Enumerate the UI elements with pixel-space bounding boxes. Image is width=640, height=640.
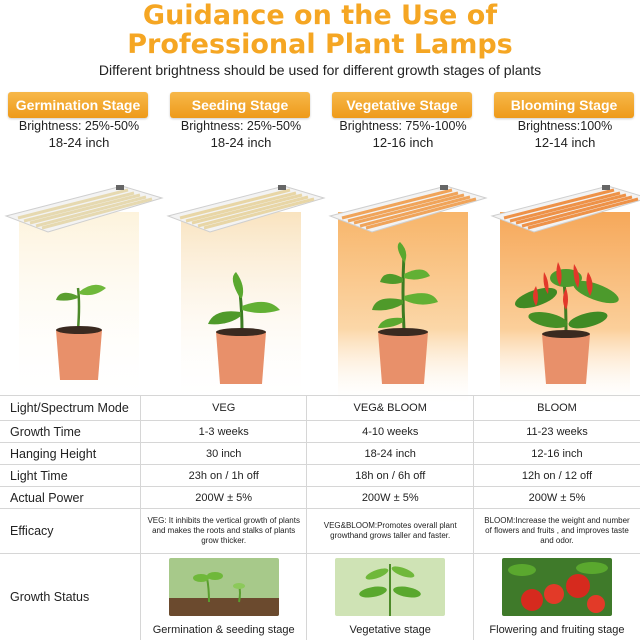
page-subtitle: Different brightness should be used for different growth stages of plants — [98, 62, 542, 78]
grow-lamp-icon — [166, 176, 326, 236]
growth-caption: Vegetative stage — [349, 623, 431, 636]
pepper-plant-pot-icon — [500, 242, 640, 392]
table-cell: 4-10 weeks — [307, 421, 474, 443]
vegetative-photo — [335, 558, 445, 616]
stage-badge: Vegetative Stage — [332, 92, 472, 118]
table-cell: VEG& BLOOM — [307, 396, 474, 421]
comparison-table — [0, 395, 640, 640]
table-row-efficacy — [0, 509, 640, 554]
stage-blooming — [490, 92, 640, 392]
stage-badge: Seeding Stage — [170, 92, 310, 118]
growth-caption: Flowering and fruiting stage — [489, 623, 625, 636]
row-label: Growth Time — [0, 421, 140, 443]
table-row — [0, 396, 640, 421]
grow-lamp-icon — [490, 176, 640, 236]
vegetative-plant-pot-icon — [338, 242, 478, 392]
stage-vegetative — [328, 92, 486, 392]
efficacy-text: BLOOM:Increase the weight and number of flowers and fruits , and improves taste and odor. — [473, 509, 640, 554]
row-label: Efficacy — [0, 509, 140, 554]
row-label: Light/Spectrum Mode — [0, 396, 140, 421]
table-row — [0, 465, 640, 487]
stage-seeding — [166, 92, 324, 392]
table-row — [0, 421, 640, 443]
table-cell: 1-3 weeks — [140, 421, 307, 443]
tomato-photo — [502, 558, 612, 616]
stage-distance: 18-24 inch — [210, 135, 272, 150]
table-cell: 30 inch — [140, 443, 307, 465]
table-row — [0, 443, 640, 465]
stage-distance: 12-14 inch — [534, 135, 596, 150]
seedling-pot-icon — [14, 242, 154, 392]
row-label: Actual Power — [0, 487, 140, 509]
seedling-photo — [169, 558, 279, 616]
table-row — [0, 487, 640, 509]
table-cell: 12-16 inch — [473, 443, 640, 465]
row-label: Light Time — [0, 465, 140, 487]
page-title: Guidance on the Use of — [142, 0, 498, 31]
stage-distance: 18-24 inch — [48, 135, 110, 150]
table-cell: 23h on / 1h off — [140, 465, 307, 487]
seedling-pot-icon — [176, 242, 316, 392]
page-title-line2: Professional Plant Lamps — [127, 29, 513, 60]
growth-status-cell — [473, 554, 640, 640]
efficacy-text: VEG&BLOOM:Promotes overall plant growthand grows taller and faster. — [307, 509, 474, 554]
table-cell: 18h on / 6h off — [307, 465, 474, 487]
grow-lamp-icon — [328, 176, 488, 236]
growth-status-cell — [140, 554, 307, 640]
table-cell: 12h on / 12 off — [473, 465, 640, 487]
table-cell: 200W ± 5% — [140, 487, 307, 509]
stage-germination — [4, 92, 162, 392]
stage-distance: 12-16 inch — [372, 135, 434, 150]
stage-badge: Germination Stage — [8, 92, 148, 118]
table-cell: VEG — [140, 396, 307, 421]
growth-caption: Germination & seeding stage — [152, 623, 295, 636]
stage-badge: Blooming Stage — [494, 92, 634, 118]
stage-brightness: Brightness: 25%-50% — [180, 119, 302, 133]
table-cell: 11-23 weeks — [473, 421, 640, 443]
table-cell: BLOOM — [473, 396, 640, 421]
growth-status-cell — [307, 554, 474, 640]
row-label: Growth Status — [0, 554, 140, 640]
stage-brightness: Brightness: 25%-50% — [18, 119, 140, 133]
row-label: Hanging Height — [0, 443, 140, 465]
efficacy-text: VEG: It inhibits the vertical growth of plants and makes the roots and stalks of plants grow thicker. — [140, 509, 307, 554]
grow-lamp-icon — [4, 176, 164, 236]
stage-brightness: Brightness:100% — [517, 119, 613, 133]
table-cell: 200W ± 5% — [307, 487, 474, 509]
stage-brightness: Brightness: 75%-100% — [339, 119, 467, 133]
table-row-growth-status — [0, 554, 640, 640]
table-cell: 18-24 inch — [307, 443, 474, 465]
table-cell: 200W ± 5% — [473, 487, 640, 509]
